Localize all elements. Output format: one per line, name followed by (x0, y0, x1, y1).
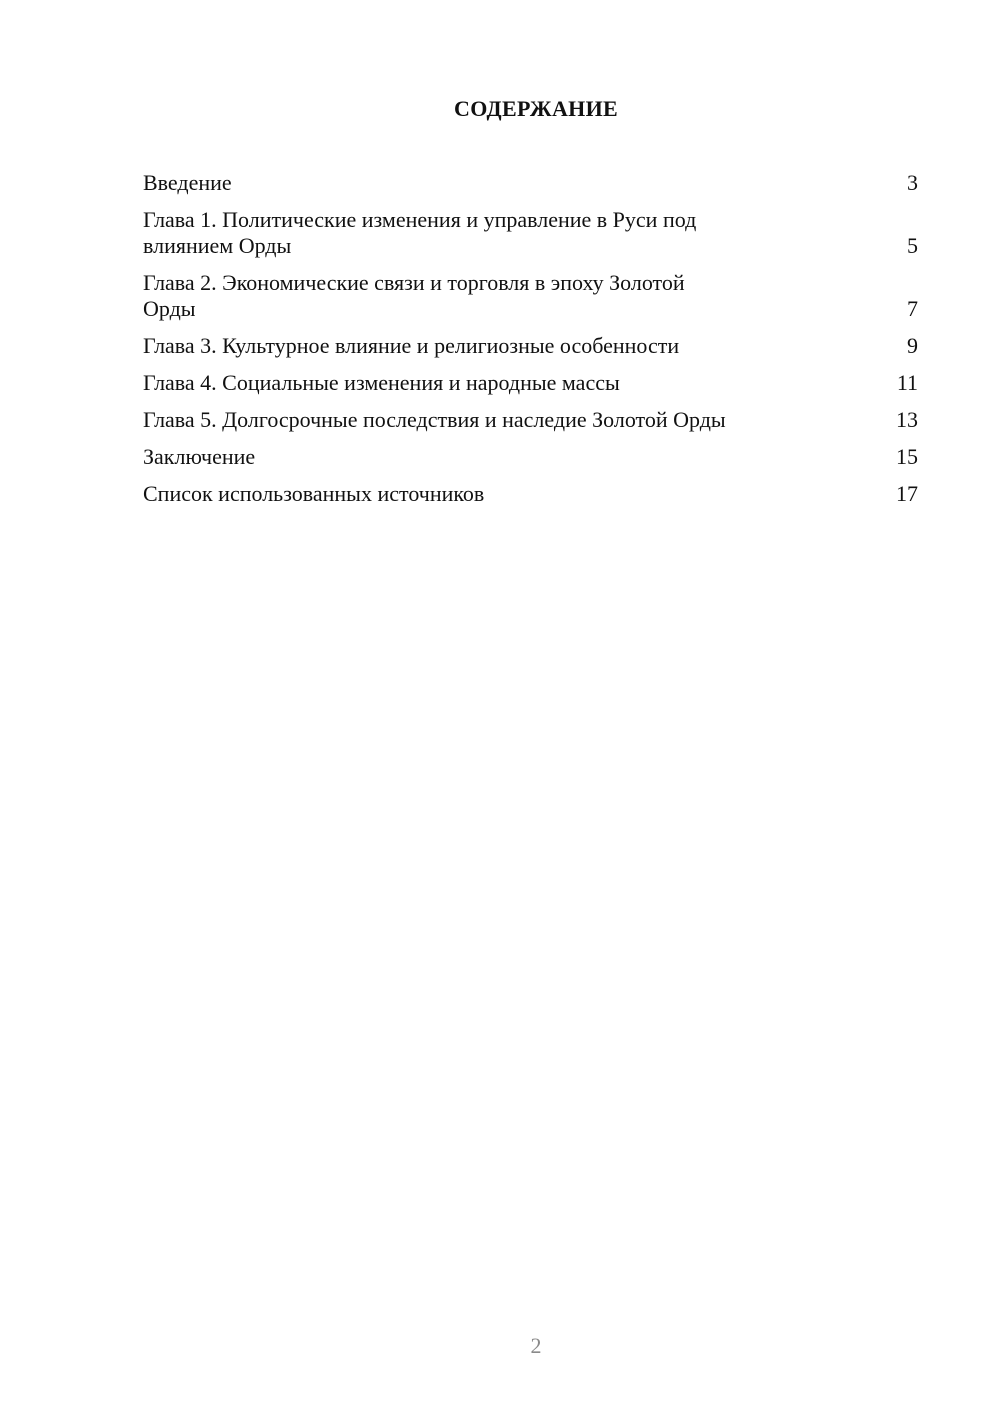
toc-entry-chapter-4 (143, 370, 918, 396)
toc-entry-label: Глава 5. Долгосрочные последствия и наследие Золотой Орды (143, 407, 726, 432)
toc-entry-label: Введение (143, 170, 232, 195)
toc-entry-page-number: 17 (896, 481, 918, 506)
toc-entry-label: Глава 3. Культурное влияние и религиозные особенности (143, 333, 680, 358)
toc-entry-label: Заключение (143, 444, 256, 469)
toc-title: СОДЕРЖАНИЕ (454, 96, 618, 121)
toc-entry-conclusion (143, 444, 918, 470)
toc-entry-page-number: 9 (907, 333, 918, 358)
toc-entry-chapter-1 (143, 207, 918, 259)
toc-entry-label: Глава 2. Экономические связи и торговля в эпоху Золотой Орды (143, 270, 685, 321)
toc-entry-label: Глава 4. Социальные изменения и народные массы (143, 370, 620, 395)
toc-entry-page-number: 5 (907, 233, 918, 258)
toc-entry-chapter-3 (143, 333, 918, 359)
toc-entry-introduction (143, 170, 918, 196)
toc-entry-page-number: 13 (896, 407, 918, 432)
toc-entry-label: Список использованных источников (143, 481, 485, 506)
toc-entry-page-number: 7 (907, 296, 918, 321)
toc-entry-chapter-2 (143, 270, 918, 322)
page-footer-number: 2 (530, 1333, 542, 1358)
toc-entry-chapter-5 (143, 407, 918, 433)
toc-entry-page-number: 11 (896, 370, 918, 395)
toc-entry-label: Глава 1. Политические изменения и управление в Руси под влиянием Орды (143, 207, 697, 258)
toc-entry-page-number: 3 (907, 170, 918, 195)
toc-entry-references (143, 481, 918, 507)
table-of-contents (143, 170, 918, 518)
toc-entry-page-number: 15 (896, 444, 918, 469)
